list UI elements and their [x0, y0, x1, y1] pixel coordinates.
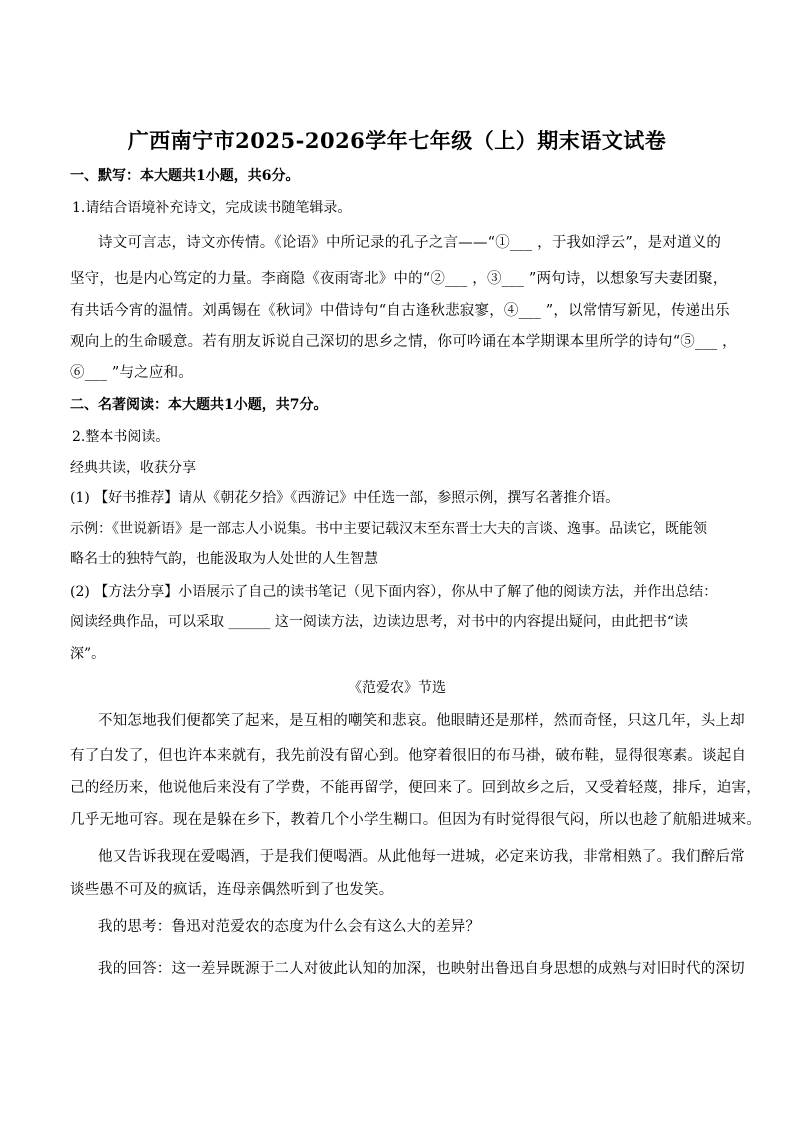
part-1-prompt: (1) 【好书推荐】请从《朝花夕拾》《西游记》中任选一部，参照示例，撰写名著推介语。 — [70, 490, 620, 506]
excerpt-line: 不知怎地我们便都笑了起来，是互相的嘲笑和悲哀。他眼睛还是那样，然而奇怪，只这几年，头上却 — [98, 713, 745, 729]
poem-paragraph-line: 坚守，也是内心笃定的力量。李商隐《夜雨寄北》中的“②___ ，③___ ”两句诗，以想象写夫妻团聚， — [70, 271, 728, 287]
part-2-prompt-line: 深”。 — [70, 646, 106, 662]
excerpt-line: 谈些愚不可及的疯话，连母亲偶然听到了也发笑。 — [70, 882, 394, 898]
question-2: 2.整本书阅读。 — [72, 429, 170, 445]
poem-paragraph-line: ⑥___ ”与之应和。 — [70, 365, 193, 381]
excerpt-line: 他又告诉我现在爱喝酒，于是我们便喝酒。从此他每一进城，必定来访我，非常相熟了。我们醉后常 — [98, 849, 745, 865]
poem-paragraph-line: 诗文可言志，诗文亦传情。《论语》中所记录的孔子之言——“①___ ，于我如浮云”，是对道义的 — [98, 235, 722, 251]
my-thinking: 我的思考：鲁迅对范爱农的态度为什么会有这么大的差异？ — [98, 919, 481, 935]
poem-paragraph-line: 有共话今宵的温情。刘禹锡在《秋词》中借诗句“自古逢秋悲寂寥，④___ ”，以常情写新见，传递出乐 — [70, 303, 730, 319]
excerpt-line: 己的经历来，他说他后来没有了学费，不能再留学，便回来了。回到故乡之后，又受着轻蔑，排斥，迫害， — [70, 780, 761, 796]
question-1: 1.请结合语境补充诗文，完成读书随笔辑录。 — [72, 200, 352, 216]
excerpt-line: 有了白发了，但也许本来就有，我先前没有留心到。他穿着很旧的布马褂，破布鞋，显得很寒素。谈起自 — [70, 748, 747, 764]
excerpt-title: 《范爱农》节选 — [348, 680, 446, 696]
example-line: 略名士的独特气韵，也能汲取为人处世的人生智慧 — [70, 551, 378, 567]
part-2-prompt-line: 阅读经典作品，可以采取 ______ 这一阅读方法，边读边思考，对书中的内容提出疑问，由此把书“读 — [70, 614, 689, 630]
my-answer: 我的回答：这一差异既源于二人对彼此认知的加深，也映射出鲁迅自身思想的成熟与对旧时代的深切 — [98, 961, 745, 977]
exam-title: 广西南宁市2025-2026学年七年级（上）期末语文试卷 — [127, 128, 667, 153]
example-line: 示例：《世说新语》是一部志人小说集。书中主要记载汉末至东晋士大夫的言谈、逸事。品读它，既能领 — [70, 521, 707, 537]
part-2-prompt-line: (2) 【方法分享】小语展示了自己的读书笔记（见下面内容），你从中了解了他的阅读方法，并作出总结： — [70, 584, 718, 600]
section-1-heading: 一、默写：本大题共1小题，共6分。 — [70, 168, 300, 184]
excerpt-line: 几乎无地可容。现在是躲在乡下，教着几个小学生糊口。但因为有时觉得很气闷，所以也趁了航船进城来。 — [70, 812, 761, 828]
section-2-heading: 二、名著阅读：本大题共1小题，共7分。 — [70, 397, 328, 413]
reading-intro: 经典共读，收获分享 — [70, 460, 196, 476]
poem-paragraph-line: 观向上的生命暖意。若有朋友诉说自己深切的思乡之情，你可吟诵在本学期课本里所学的诗句“⑤___ ， — [70, 334, 737, 350]
